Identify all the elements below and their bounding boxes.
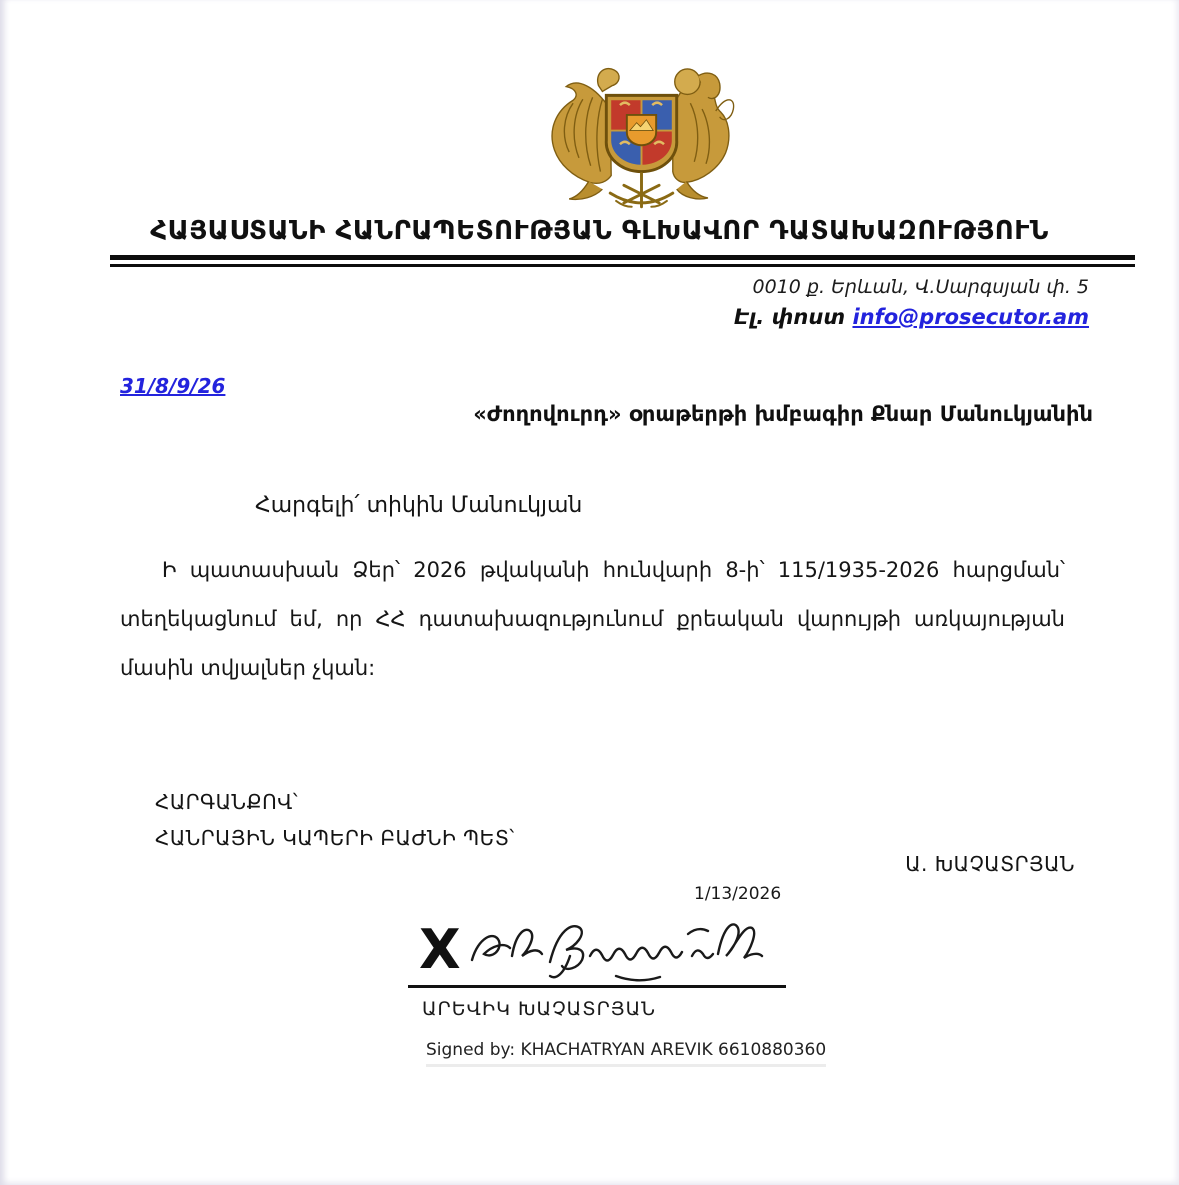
signature-x-mark: X [419, 918, 461, 981]
header-divider [110, 255, 1135, 267]
signer-full-name: ԱՐԵՎԻԿ ԽԱՉԱՏՐՅԱՆ [422, 998, 657, 1020]
email-line [734, 302, 1089, 332]
closing-block [155, 784, 515, 856]
closing-title: ՀԱՆՐԱՅԻՆ ԿԱՊԵՐԻ ԲԱԺՆԻ ՊԵՏ՝ [155, 826, 515, 850]
closing-signer-name: Ա. ԽԱՉԱՏՐՅԱՆ [905, 852, 1075, 876]
address-block [734, 272, 1089, 332]
closing-respect: ՀԱՐԳԱՆՔՈՎ՝ [155, 790, 299, 814]
addressee-line: «Ժողովուրդ» օրաթերթի խմբագիր Քնար Մանուկյանին [473, 402, 1093, 426]
signature-date: 1/13/2026 [694, 884, 782, 904]
reference-number-link[interactable]: 31/8/9/26 [120, 374, 226, 398]
email-label: Էլ. փոստ [733, 305, 846, 329]
letter-body: Ի պատասխան Ձեր՝ 2026 թվականի հունվարի 8-ի՝ 115/1935-2026 հարցման՝ տեղեկացնում եմ, որ ՀՀ դատախազությունում քրեական վարույթի առկայության մասին տվյալներ չկան: [120, 558, 1065, 680]
org-title: ՀԱՅԱՍՏԱՆԻ ՀԱՆՐԱՊԵՏՈՒԹՅԱՆ ԳԼԽԱՎՈՐ ԴԱՏԱԽԱԶՈՒԹՅՈՒՆ [150, 216, 1049, 246]
digital-signature-stamp: Signed by: KHACHATRYAN AREVIK 6610880360 [426, 1040, 826, 1067]
handwritten-signature-icon [466, 916, 766, 990]
coat-of-arms-icon [534, 52, 749, 214]
salutation: Հարգելի՛ տիկին Մանուկյան [255, 493, 583, 518]
email-link[interactable]: info@prosecutor.am [852, 305, 1089, 329]
postal-address: 0010 ք. Երևան, Վ.Սարգսյան փ. 5 [752, 276, 1089, 298]
signature-line [408, 985, 786, 988]
